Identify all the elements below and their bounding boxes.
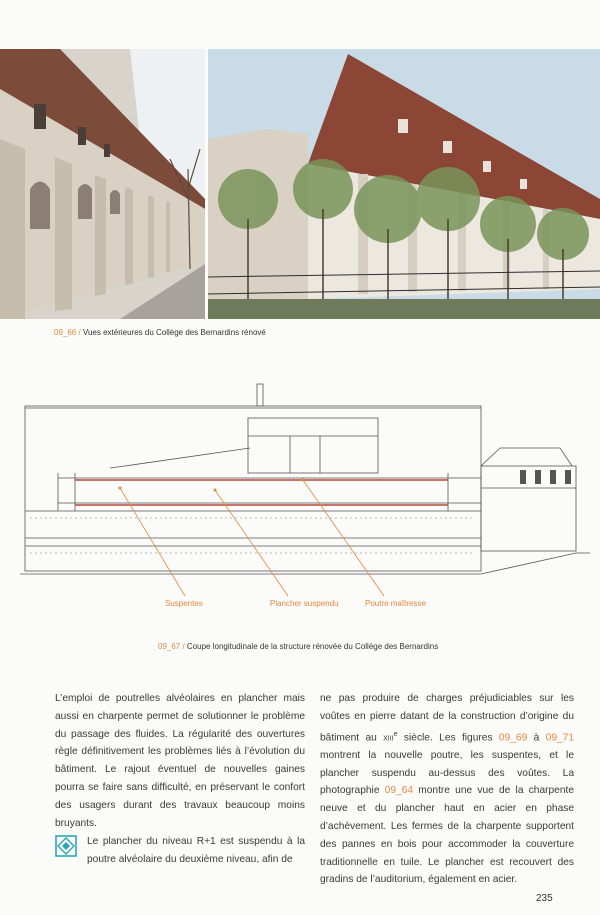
figure-reference[interactable]: 09_71: [545, 731, 574, 743]
figure-number: 09_66: [54, 328, 77, 337]
caption-separator: /: [180, 642, 187, 651]
note-text: Le plancher du niveau R+1 est suspendu à la poutre alvéolaire du deuxième niveau, afin de: [87, 836, 305, 865]
note-block: [55, 833, 305, 869]
text-run: montre une vue de la charpente neuve et du plancher haut en acier en phase d’achèvement. Les fermes de la charpente supportent des pannes en bois pour accommoder la couverture traditionnelle en tuile. Le plancher est recouvert des gradins de l’auditorium, également en acier.: [320, 785, 575, 886]
figure-caption: [54, 328, 266, 337]
text-column-right: [320, 690, 574, 889]
longitudinal-section-drawing: [20, 378, 590, 608]
figure-number: 09_67: [158, 642, 181, 651]
caption-separator: /: [76, 328, 83, 337]
page-number: 235: [536, 893, 553, 904]
figure-reference[interactable]: 09_64: [384, 785, 414, 797]
text-run: montrent la nouvelle poutre, les suspentes, et le plancher suspendu au-dessus des voûtes. La photographie: [320, 749, 574, 797]
text-column-left: [55, 690, 305, 844]
century-numeral: xiii: [383, 731, 394, 743]
structure-icon: [55, 835, 77, 857]
text-run: siècle. Les figures: [397, 731, 499, 743]
text-run: à: [527, 731, 546, 743]
superscript: e: [393, 730, 398, 738]
paragraph: L’emploi de poutrelles alvéolaires en plancher mais aussi en charpente permet de solutionner le problème du passage des fluides. La régularité des ouvertures règle définitivement les problèmes liés à l’évolution du bâtiment. Le rajout éventuel de nouvelles gaines pourra se faire sans difficulté, en préservant le confort des usagers durant des travaux beaucoup moins bruyants.: [55, 693, 305, 829]
college-bernardins-facade-photo: [208, 49, 600, 319]
caption-text: Coupe longitudinale de la structure rénovée du Collège des Bernardins: [186, 642, 439, 651]
callout-suspentes: Suspentes: [165, 599, 203, 608]
callout-poutre-maitresse: Poutre maîtresse: [365, 599, 426, 608]
figure-reference[interactable]: 09_69: [498, 731, 528, 743]
caption-text: Vues extérieures du Collège des Bernardins rénové: [82, 328, 266, 337]
callout-plancher-suspendu: Plancher suspendu: [270, 599, 339, 608]
cloister-exterior-photo: [0, 49, 205, 319]
figure-caption: [158, 642, 438, 651]
text-run: ne pas produire de charges préjudiciables sur les voûtes en pierre datant de la construction d’origine du bâtiment au: [320, 693, 574, 743]
